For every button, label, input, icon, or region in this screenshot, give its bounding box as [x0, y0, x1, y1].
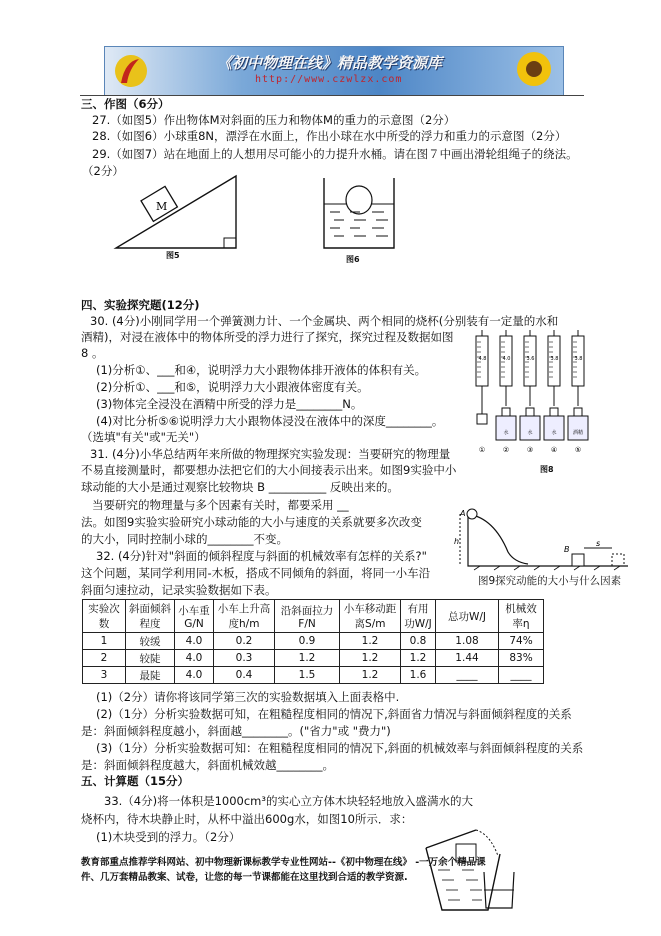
q31-line: 的大小，同时控制小球的________不变。 [81, 532, 288, 546]
footer-line2: 件、几万套精品教案、试卷，让您的每一节课都能在这里找到合适的教学资源. [81, 872, 408, 883]
figure8-spring-scales [470, 330, 594, 458]
q32-sub: (2)（1分）分析实验数据可知，在粗糙程度相同的情况下,斜面省力情况与斜面倾斜程度的关系 [96, 707, 572, 721]
fig8-label: ① [478, 446, 486, 454]
q32-sub: (3)（1分）分析实验数据可知：在粗糙程度相同的情况下,斜面的机械效率与斜面倾斜程度的关系 [96, 741, 584, 755]
fig8-liquid-label: 酒精 [572, 430, 584, 436]
table-cell: 1.2 [340, 650, 401, 667]
q31-line: 当要研究的物理量与多个因素有关时，都要采用 __ [92, 498, 349, 512]
section3-heading: 三、作图（6分） [81, 97, 170, 111]
fig9-label-b: B [564, 545, 570, 554]
table-row [83, 633, 544, 650]
table-header-cell: 小车移动距离S/m [340, 600, 401, 633]
fig9-label-s: s [596, 539, 601, 548]
table-cell: 较陡 [126, 650, 175, 667]
table-header-cell: 小车上升高度h/m [214, 600, 275, 633]
q30-line: 酒精)，对浸在液体中的物体所受的浮力进行了探究，探究过程及数据如图 [81, 330, 454, 344]
table-cell: 4.0 [175, 667, 214, 684]
banner-url[interactable]: http://www.czwlzx.com [255, 74, 403, 85]
figure6-floating-ball [322, 176, 396, 252]
fig8-reading: 3.8 [550, 356, 559, 362]
figure5-incline [112, 168, 242, 252]
table-cell: 2 [83, 650, 126, 667]
fig5-caption: 图5 [166, 251, 180, 260]
section4-heading: 四、实验探究题(12分) [81, 298, 200, 312]
q31-line: 法。如图9实验实验研究小球动能的大小与速度的关系就要多次改变 [81, 515, 422, 529]
table-row [83, 650, 544, 667]
table-cell: 74% [499, 633, 544, 650]
header-banner [104, 46, 564, 96]
table-header-cell: 总功W/J [436, 600, 499, 633]
q30-line: (2)分析①、___和⑤，说明浮力大小跟液体密度有关。 [96, 380, 369, 394]
q31-line: 球动能的大小是通过观察比较物块 B __________ 反映出来的。 [81, 480, 399, 494]
table-cell: ____ [436, 667, 499, 684]
table-cell: 1.2 [275, 650, 340, 667]
fig8-label: ⑤ [574, 446, 582, 454]
q32-line: 32. (4分)针对"斜面的倾斜程度与斜面的机械效率有怎样的关系?" [96, 549, 427, 563]
q30-line: (3)物体完全浸没在酒精中所受的浮力是________N。 [96, 397, 363, 411]
section5-heading: 五、计算题（15分） [81, 774, 190, 788]
table-cell: 1.2 [340, 667, 401, 684]
table-cell: 83% [499, 650, 544, 667]
table-cell: 1.6 [401, 667, 436, 684]
fig9-label-h: h [454, 537, 460, 546]
fig8-caption: 图8 [540, 465, 554, 474]
table-header-cell: 斜面倾斜程度 [126, 600, 175, 633]
table-cell: 0.9 [275, 633, 340, 650]
table-cell: 最陡 [126, 667, 175, 684]
table-header-cell: 有用功W/J [401, 600, 436, 633]
figure9-kinetic-energy [454, 504, 634, 576]
fig8-reading: 3.8 [574, 356, 583, 362]
q32-sub: 是：斜面倾斜程度越小，斜面越________。("省力"或 "费力") [81, 724, 391, 738]
table-row [83, 667, 544, 684]
q30-line: (4)对比分析⑤⑥说明浮力大小跟物体浸没在液体中的深度________。 [96, 414, 444, 428]
q32-line: 斜面匀速拉动，记录实验数据如下表。 [81, 583, 277, 597]
q27-text: 27.（如图5）作出物体M对斜面的压力和物体M的重力的示意图（2分） [92, 113, 456, 127]
fig8-reading: 4.8 [478, 356, 487, 362]
table-cell: 4.0 [175, 633, 214, 650]
fig9-caption: 图9探究动能的大小与什么因素 [478, 575, 622, 587]
table-cell: ____ [499, 667, 544, 684]
q30-line: 30. (4分)小刚同学用一个弹簧测力计、一个金属块、两个相同的烧杯(分别装有一定量的水和 [90, 314, 559, 328]
fig8-label: ④ [550, 446, 558, 454]
q33-line: (1)木块受到的浮力。（2分） [96, 830, 241, 844]
table-cell: 1.2 [401, 650, 436, 667]
footer-line1: 教育部重点推荐学科网站、初中物理新课标教学专业性网站--《初中物理在线》 -一万余个精品课 [81, 857, 486, 868]
table-cell: 0.4 [214, 667, 275, 684]
table-cell: 较缓 [126, 633, 175, 650]
table-cell: 3 [83, 667, 126, 684]
table-cell: 1 [83, 633, 126, 650]
q33-line: 烧杯内，待木块静止时，从杯中溢出600g水，如图10所示．求： [81, 812, 413, 826]
fig8-reading: 3.6 [526, 356, 535, 362]
fig9-label-a: A [460, 509, 466, 518]
q32-line: 这个问题，某同学利用同-木板，搭成不同倾角的斜面，将同一小车沿 [81, 566, 431, 580]
table-header-cell: 沿斜面拉力F/N [275, 600, 340, 633]
fig6-caption: 图6 [346, 255, 360, 264]
q30-line: （选填"有关"或"无关"） [81, 430, 206, 444]
site-logo-icon [113, 53, 149, 89]
q30-line: (1)分析①、___和④，说明浮力大小跟物体排开液体的体积有关。 [96, 363, 427, 377]
banner-title: 《初中物理在线》精品教学资源库 [217, 54, 443, 72]
q31-line: 不易直接测量时，都要想办法把它们的大小间接表示出来。如图9实验中小 [81, 463, 457, 477]
q29-text-line2: （2分） [82, 164, 124, 178]
incline-data-table [82, 599, 544, 684]
table-cell: 0.3 [214, 650, 275, 667]
q32-sub: (1)（2分）请你将该同学第三次的实验数据填入上面表格中. [96, 690, 400, 704]
table-cell: 0.2 [214, 633, 275, 650]
table-cell: 1.5 [275, 667, 340, 684]
table-cell: 0.8 [401, 633, 436, 650]
table-cell: 1.44 [436, 650, 499, 667]
q30-line: 8 。 [81, 346, 104, 360]
q29-text-line1: 29.（如图7）站在地面上的人想用尽可能小的力提升水桶。请在图７中画出滑轮组绳子的绕法。 [92, 147, 578, 161]
table-cell: 1.08 [436, 633, 499, 650]
fig8-liquid-label: 水 [503, 430, 509, 436]
table-cell: 1.2 [340, 633, 401, 650]
fig8-label: ② [502, 446, 510, 454]
table-header-cell: 机械效率η [499, 600, 544, 633]
table-header-cell: 实验次数 [83, 600, 126, 633]
q28-text: 28.（如图6）小球重8N，漂浮在水面上，作出小球在水中所受的浮力和重力的示意图（2分） [92, 129, 567, 143]
table-header-cell: 小车重G/N [175, 600, 214, 633]
table-cell: 4.0 [175, 650, 214, 667]
sunflower-icon [511, 49, 557, 93]
q32-sub: 是：斜面倾斜程度越大，斜面机械效越________。 [81, 758, 334, 772]
fig8-label: ③ [526, 446, 534, 454]
q33-line: 33.（4分)将一体积是1000cm³的实心立方体木块轻轻地放入盛满水的大 [104, 794, 473, 808]
fig8-liquid-label: 水 [527, 430, 533, 436]
q31-line: 31. (4分)小华总结两年来所做的物理探究实验发现：当要研究的物理量 [90, 447, 451, 461]
fig8-liquid-label: 水 [551, 430, 557, 436]
fig5-block-label: M [156, 200, 168, 213]
table-header-row [83, 600, 544, 633]
fig8-reading: 4.0 [502, 356, 511, 362]
